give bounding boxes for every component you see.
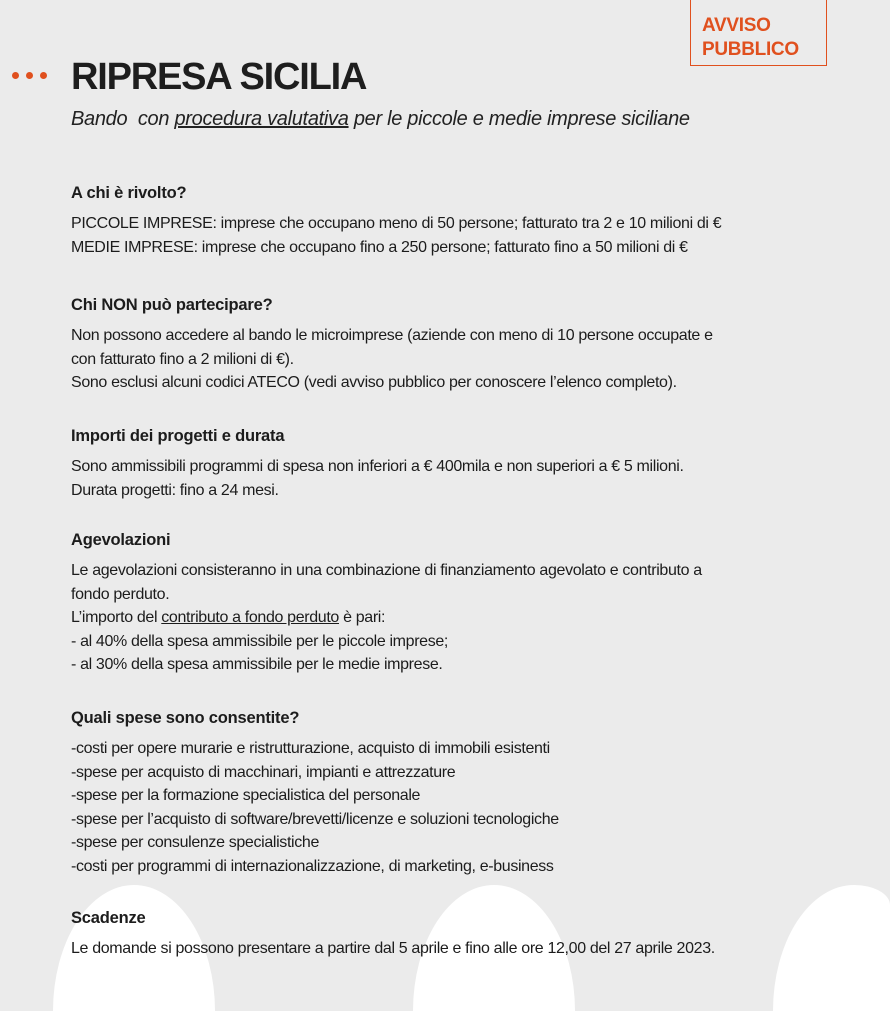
section-heading: Chi NON può partecipare? bbox=[71, 296, 273, 314]
subtitle-text: Bando con bbox=[71, 108, 175, 130]
text-line: PICCOLE IMPRESE: imprese che occupano meno di 50 persone; fatturato tra 2 e 10 milioni di € bbox=[71, 215, 722, 232]
text-line bbox=[71, 606, 861, 630]
section-exclusions bbox=[71, 296, 861, 395]
section-deadlines bbox=[71, 909, 861, 961]
text-line: Sono ammissibili programmi di spesa non inferiori a € 400mila e non superiori a € 5 milioni. bbox=[71, 458, 684, 475]
text-line: -costi per programmi di internazionalizzazione, di marketing, e-business bbox=[71, 857, 554, 875]
procedura-valutativa-link[interactable]: procedura valutativa bbox=[174, 108, 349, 130]
text-line: -costi per opere murarie e ristrutturazione, acquisto di immobili esistenti bbox=[71, 740, 550, 757]
text-line: -spese per la formazione specialistica del personale bbox=[71, 787, 421, 804]
text-line: Le domande si possono presentare a partire dal 5 aprile e fino alle ore 12,00 del 27 aprile 2023. bbox=[71, 940, 715, 957]
text-line: Sono esclusi alcuni codici ATECO (vedi avviso pubblico per conoscere l’elenco completo). bbox=[71, 374, 677, 391]
badge-line: PUBBLICO bbox=[702, 39, 799, 60]
section-heading: Quali spese sono consentite? bbox=[71, 709, 300, 727]
section-amounts bbox=[71, 427, 861, 502]
text-line: -spese per acquisto di macchinari, impianti e attrezzature bbox=[71, 763, 456, 781]
section-heading: Scadenze bbox=[71, 909, 146, 927]
section-benefits bbox=[71, 531, 861, 677]
section-heading: Importi dei progetti e durata bbox=[71, 427, 285, 445]
importo-text: L’importo del bbox=[71, 609, 162, 626]
text-line: - al 30% della spesa ammissibile per le medie imprese. bbox=[71, 656, 443, 673]
section-expenses bbox=[71, 709, 861, 878]
section-target bbox=[71, 184, 861, 259]
text-line: Non possono accedere al bando le microimprese (aziende con meno di 10 persone occupate e bbox=[71, 327, 713, 344]
text-line: Le agevolazioni consisteranno in una combinazione di finanziamento agevolato e contributo a bbox=[71, 562, 702, 579]
badge-line: AVVISO bbox=[702, 15, 771, 36]
importo-text: è pari: bbox=[338, 609, 386, 626]
avviso-pubblico-badge bbox=[690, 0, 827, 66]
text-line: MEDIE IMPRESE: imprese che occupano fino a 250 persone; fatturato fino a 50 milioni di € bbox=[71, 238, 688, 256]
page-title: RIPRESA SICILIA bbox=[71, 56, 367, 98]
section-heading: A chi è rivolto? bbox=[71, 184, 187, 202]
subtitle-text: per le piccole e medie imprese siciliane bbox=[348, 108, 690, 130]
contributo-fondo-perduto-link[interactable]: contributo a fondo perduto bbox=[161, 609, 339, 626]
text-line: - al 40% della spesa ammissibile per le piccole imprese; bbox=[71, 632, 449, 650]
text-line: -spese per l’acquisto di software/brevetti/licenze e soluzioni tecnologiche bbox=[71, 810, 559, 828]
text-line: Durata progetti: fino a 24 mesi. bbox=[71, 481, 279, 499]
text-line: con fatturato fino a 2 milioni di €). bbox=[71, 350, 294, 368]
section-heading: Agevolazioni bbox=[71, 531, 171, 549]
text-line: -spese per consulenze specialistiche bbox=[71, 834, 319, 851]
page-subtitle bbox=[71, 108, 690, 131]
dots-icon bbox=[12, 72, 47, 79]
text-line: fondo perduto. bbox=[71, 585, 170, 603]
